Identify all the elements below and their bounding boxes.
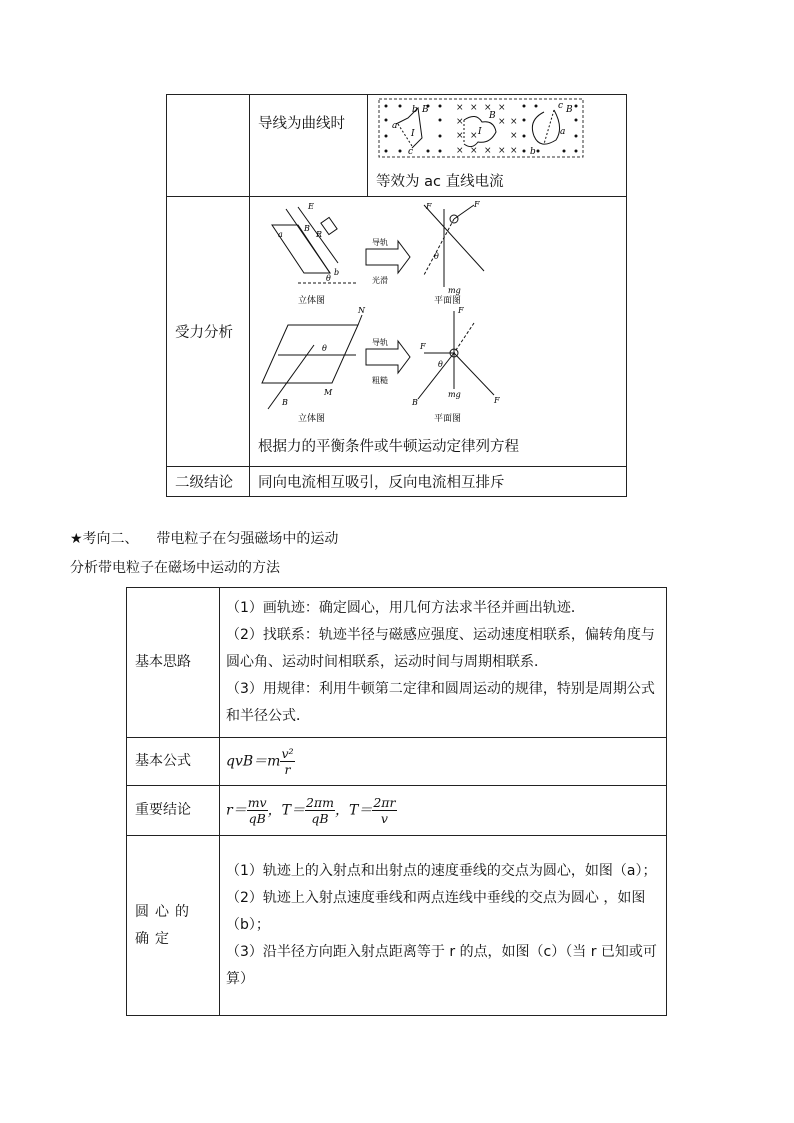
frac-num: 2πr xyxy=(373,795,396,810)
svg-text:×: × xyxy=(510,131,518,141)
svg-text:a: a xyxy=(392,121,398,131)
t-eq: ，T＝ xyxy=(267,802,305,819)
arrow-rough-top: 导轨 xyxy=(372,338,388,347)
svg-text:B: B xyxy=(304,224,310,233)
frac-num: v² xyxy=(281,746,294,761)
svg-text:F: F xyxy=(458,306,464,315)
svg-text:θ: θ xyxy=(434,252,439,261)
svg-text:F: F xyxy=(420,342,426,351)
row4-line3: （3）沿半径方向距入射点距离等于 r 的点，如图（c）（当 r 已知或可算） xyxy=(226,944,657,987)
svg-text:×: × xyxy=(470,146,478,156)
row1-line2: （2）找联系：轨迹半径与磁感应强度、运动速度相联系，偏转角度与圆心角、运动时间相联系，运动时间与周期相联系． xyxy=(226,627,655,670)
force-cell xyxy=(250,197,627,467)
row1-label: 基本思路 xyxy=(127,588,220,738)
svg-text:×: × xyxy=(498,117,506,127)
section-heading: ★考向二、 带电粒子在匀强磁场中的运动 xyxy=(70,531,339,547)
svg-text:×: × xyxy=(456,131,464,141)
caption-3d-2: 立体图 xyxy=(298,414,326,424)
svg-text:B: B xyxy=(282,398,288,407)
row4-content xyxy=(220,836,667,1016)
force-analysis-figure xyxy=(258,199,558,431)
svg-text:c: c xyxy=(558,101,564,111)
caption-plane-2: 平面图 xyxy=(434,414,462,424)
svg-text:b: b xyxy=(412,105,418,115)
formula-basic xyxy=(220,738,667,786)
frac-num: 2πm xyxy=(305,795,334,810)
arrow-smooth-bottom: 光滑 xyxy=(372,276,388,285)
force-note: 根据力的平衡条件或牛顿运动定律列方程 xyxy=(258,439,519,455)
svg-text:×: × xyxy=(510,146,518,156)
svg-text:×: × xyxy=(498,103,506,113)
method-table xyxy=(126,587,667,1016)
level2-text: 同向电流相互吸引，反向电流相互排斥 xyxy=(250,467,627,497)
curve-label: 导线为曲线时 xyxy=(250,95,368,197)
svg-text:E: E xyxy=(308,202,314,211)
svg-text:b: b xyxy=(334,268,340,277)
svg-text:a: a xyxy=(278,230,283,239)
svg-text:N: N xyxy=(358,306,365,315)
svg-text:b: b xyxy=(530,147,536,157)
svg-text:M: M xyxy=(324,388,333,397)
formula-conclusion xyxy=(220,786,667,836)
svg-text:×: × xyxy=(456,146,464,156)
frac-2pir-v xyxy=(372,795,396,826)
svg-text:a: a xyxy=(560,127,566,137)
section-subheading: 分析带电粒子在磁场中运动的方法 xyxy=(70,560,280,576)
frac-num: mv xyxy=(247,795,267,810)
frac-den: qB xyxy=(248,811,266,826)
arrow-smooth-top: 导轨 xyxy=(372,238,388,247)
row4-label: 圆心的确定 xyxy=(127,836,220,1016)
svg-text:F: F xyxy=(426,202,432,211)
svg-text:B: B xyxy=(489,111,496,121)
svg-text:R: R xyxy=(316,230,323,239)
row1-content xyxy=(220,588,667,738)
svg-text:×: × xyxy=(470,103,478,113)
svg-text:F: F xyxy=(474,200,480,209)
row4-line2: （2）轨迹上入射点速度垂线和两点连线中垂线的交点为圆心 ，如图（b）； xyxy=(226,890,646,933)
svg-text:B: B xyxy=(422,105,429,115)
frac-v2-r xyxy=(280,746,294,777)
row4-line1: （1）轨迹上的入射点和出射点的速度垂线的交点为圆心，如图（a）； xyxy=(226,863,657,879)
svg-text:×: × xyxy=(498,146,506,156)
row1-line1: （1）画轨迹：确定圆心，用几何方法求半径并画出轨迹． xyxy=(226,600,585,616)
svg-text:×: × xyxy=(456,117,464,127)
frac-den: qB xyxy=(311,811,329,826)
frac-mv-qb xyxy=(247,795,268,826)
caption-3d-1: 立体图 xyxy=(298,296,326,306)
svg-text:×: × xyxy=(484,103,492,113)
t-eq2: ，T＝ xyxy=(335,802,373,819)
caption-plane-1: 平面图 xyxy=(434,296,462,306)
r-eq: r＝ xyxy=(226,802,247,819)
svg-text:mg: mg xyxy=(448,390,461,399)
conclusion-table xyxy=(166,94,627,497)
svg-text:×: × xyxy=(484,146,492,156)
frac-2pim-qb xyxy=(305,795,335,826)
svg-text:×: × xyxy=(456,103,464,113)
curved-wire-figure xyxy=(378,98,588,160)
force-label: 受力分析 xyxy=(167,197,250,467)
svg-text:B: B xyxy=(412,398,418,407)
frac-den: v xyxy=(380,811,388,826)
svg-text:θ: θ xyxy=(438,360,443,369)
empty-cell xyxy=(167,95,250,197)
svg-text:×: × xyxy=(510,117,518,127)
svg-text:B: B xyxy=(566,105,573,115)
svg-text:×: × xyxy=(470,131,478,141)
arrow-rough-bottom: 粗糙 xyxy=(372,376,388,385)
row1-line3: （3）用规律：利用牛顿第二定律和圆周运动的规律，特别是周期公式和半径公式． xyxy=(226,681,655,724)
svg-text:θ: θ xyxy=(322,344,327,353)
svg-text:c: c xyxy=(408,147,414,157)
svg-text:I: I xyxy=(478,127,482,137)
row3-label: 重要结论 xyxy=(127,786,220,836)
row2-label: 基本公式 xyxy=(127,738,220,786)
formula-lhs: qvB＝m xyxy=(226,753,281,770)
svg-text:mg: mg xyxy=(448,286,461,295)
svg-text:θ: θ xyxy=(326,274,331,283)
level2-label: 二级结论 xyxy=(167,467,250,497)
svg-text:F: F xyxy=(494,396,500,405)
frac-den: r xyxy=(284,762,291,777)
svg-text:I: I xyxy=(411,129,415,139)
curve-note: 等效为 ac 直线电流 xyxy=(376,174,504,190)
curve-cell xyxy=(368,95,627,197)
